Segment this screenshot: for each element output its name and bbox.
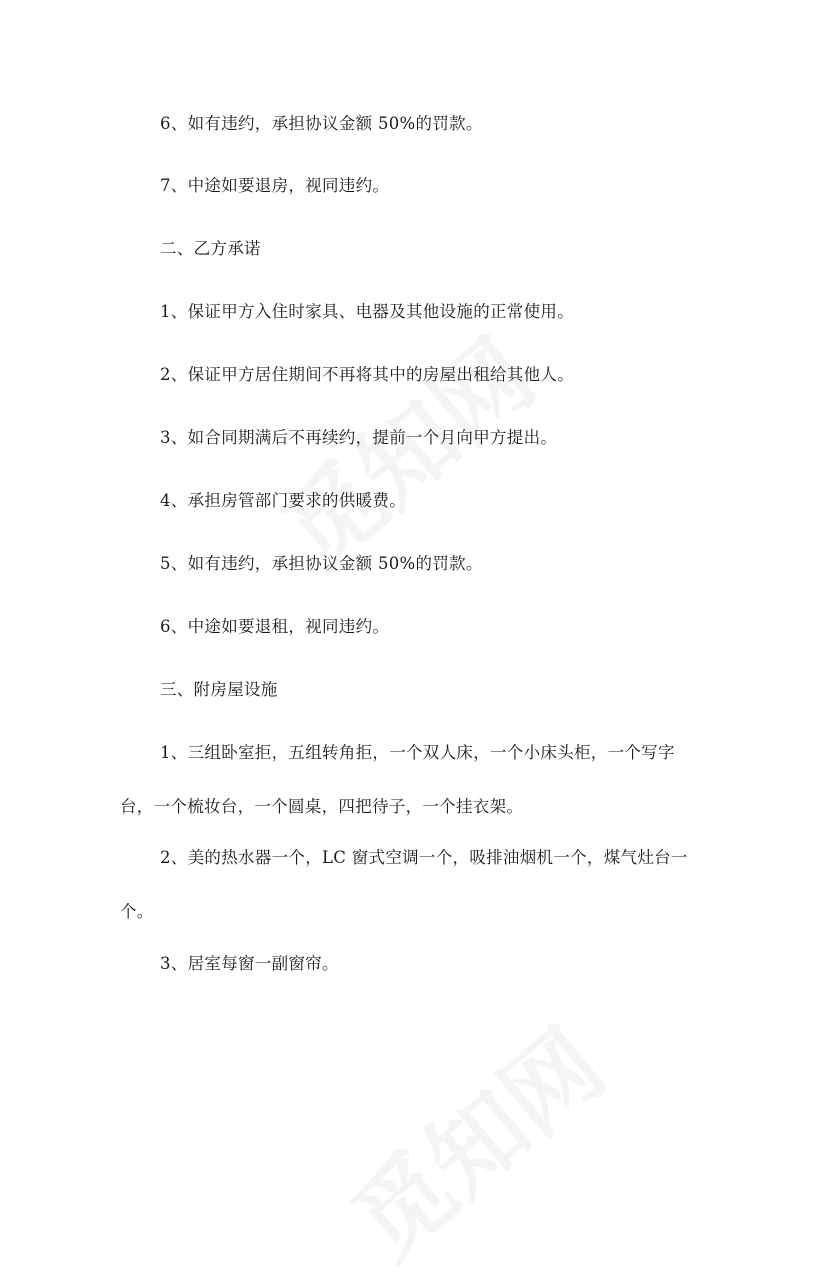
facility-item-2: 2、美的热水器一个，LC 窗式空调一个，吸排油烟机一个，煤气灶台一个。 <box>120 848 688 921</box>
section-heading-2: 二、乙方承诺 <box>160 239 261 258</box>
clause-a7: 7、中途如要退房，视同违约。 <box>160 176 390 195</box>
clause-b6: 6、中途如要退租，视同违约。 <box>160 617 390 636</box>
clause-b4: 4、承担房管部门要求的供暖费。 <box>160 491 406 510</box>
watermark <box>320 993 629 1283</box>
clause-b1: 1、保证甲方入住时家具、电器及其他设施的正常使用。 <box>160 302 574 321</box>
clause-b3: 3、如合同期满后不再续约，提前一个月向甲方提出。 <box>160 428 558 447</box>
clause-b2: 2、保证甲方居住期间不再将其中的房屋出租给其他人。 <box>160 365 574 384</box>
clause-a6: 6、如有违约，承担协议金额 50%的罚款。 <box>160 114 483 133</box>
facility-item-1: 1、三组卧室拒，五组转角拒，一个双人床，一个小床头柜，一个写字台，一个梳妆台，一个圆桌，四把待子，一个挂衣架。 <box>120 743 675 816</box>
facility-item-3: 3、居室每窗一副窗帘。 <box>160 954 339 973</box>
section-heading-3: 三、附房屋设施 <box>160 680 278 699</box>
clause-b5: 5、如有违约，承担协议金额 50%的罚款。 <box>160 554 483 573</box>
